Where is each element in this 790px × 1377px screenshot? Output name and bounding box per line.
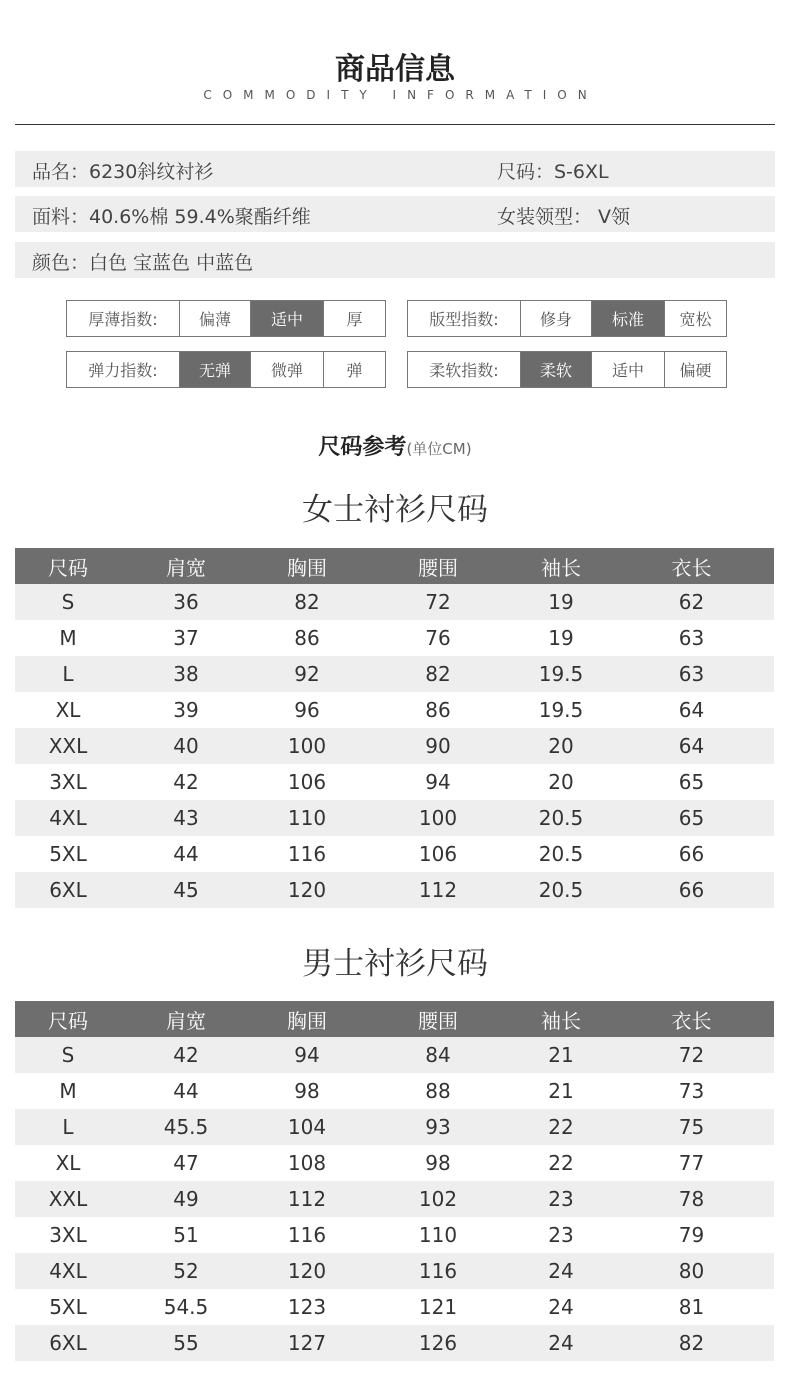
table-cell: 75 [678,1115,705,1139]
table-cell: 64 [678,698,705,722]
table-cell: 45 [173,878,199,902]
table-cell: 84 [425,1043,451,1067]
table-cell: 20 [548,734,574,758]
table-cell: 123 [287,1295,327,1319]
table-cell: 92 [294,662,320,686]
table-cell: 108 [287,1151,327,1175]
table-cell: 86 [294,626,320,650]
table-cell: M [59,626,77,650]
index-softness [407,351,727,388]
table-cell: 40 [173,734,199,758]
info-row-fabric [15,196,775,232]
table-cell: 19 [548,590,574,614]
table-cell: 112 [418,878,458,902]
index-label: 弹力指数: [88,361,158,380]
table-cell: 47 [173,1151,199,1175]
table-cell: 72 [678,1043,705,1067]
men-size-table [15,1001,774,1361]
table-cell: 3XL [49,1223,87,1247]
table-cell: 78 [678,1187,705,1211]
table-cell: 4XL [49,806,87,830]
table-cell: 66 [678,878,705,902]
index-label: 柔软指数: [429,361,499,380]
table-cell: 73 [678,1079,705,1103]
table-cell: 98 [294,1079,320,1103]
table-row [15,584,774,620]
table-row [15,764,774,800]
table-cell: 82 [425,662,451,686]
table-header-cell: 肩宽 [166,1008,206,1033]
table-row [15,1145,774,1181]
table-cell: 82 [678,1331,705,1355]
table-header-cell: 尺码 [48,1008,88,1033]
table-cell: 3XL [49,770,87,794]
table-row [15,692,774,728]
index-option: 偏薄 [179,301,250,336]
index-label: 厚薄指数: [88,310,158,329]
table-cell: 104 [287,1115,327,1139]
table-cell: 90 [425,734,451,758]
info-row-name [15,151,775,187]
table-cell: S [61,1043,75,1067]
table-row [15,1037,774,1073]
table-cell: 66 [678,842,705,866]
table-cell: 80 [678,1259,705,1283]
table-cell: XXL [48,1187,88,1211]
index-option: 适中 [591,352,664,387]
table-cell: 65 [678,770,705,794]
table-cell: XXL [48,734,88,758]
info-row-color [15,242,775,278]
table-cell: 63 [678,626,705,650]
table-header-cell: 腰围 [418,555,458,580]
table-cell: 24 [548,1259,574,1283]
table-row [15,1253,774,1289]
table-cell: 23 [548,1223,574,1247]
table-row [15,656,774,692]
table-cell: 98 [425,1151,451,1175]
size-reference-title: 尺码参考 [318,435,407,460]
index-option: 宽松 [664,301,726,336]
table-cell: 65 [678,806,705,830]
table-cell: L [62,1115,74,1139]
table-cell: 42 [173,770,199,794]
size-reference-unit: (单位CM) [406,440,472,458]
table-cell: 62 [678,590,705,614]
table-cell: 20.5 [538,878,584,902]
table-cell: 51 [173,1223,199,1247]
table-cell: 21 [548,1043,574,1067]
table-cell: 44 [173,1079,199,1103]
table-cell: 81 [678,1295,705,1319]
index-option: 厚 [323,301,385,336]
index-option: 适中 [250,301,323,336]
index-option: 弹 [323,352,385,387]
table-cell: 86 [425,698,451,722]
table-cell: 106 [418,842,458,866]
table-cell: 38 [173,662,199,686]
table-cell: 21 [548,1079,574,1103]
table-cell: S [61,590,75,614]
table-cell: 43 [173,806,199,830]
table-cell: 116 [287,842,327,866]
table-cell: 20 [548,770,574,794]
men-table-title: 男士衬衫尺码 [302,946,488,982]
table-cell: 63 [678,662,705,686]
table-row [15,1217,774,1253]
table-cell: 45.5 [163,1115,209,1139]
table-header-cell: 肩宽 [166,555,206,580]
table-cell: 96 [294,698,320,722]
index-fit [407,300,727,337]
table-row [15,620,774,656]
table-cell: 110 [287,806,327,830]
table-cell: 120 [287,878,327,902]
table-row [15,1109,774,1145]
table-cell: 22 [548,1115,574,1139]
table-header-cell: 衣长 [671,555,712,580]
index-option: 修身 [520,301,591,336]
table-cell: 93 [425,1115,451,1139]
divider [15,124,775,125]
index-stretch [66,351,386,388]
table-cell: 19.5 [538,662,584,686]
table-header-cell: 衣长 [671,1008,712,1033]
table-cell: 72 [425,590,451,614]
table-cell: M [59,1079,77,1103]
table-cell: XL [55,698,81,722]
table-cell: 94 [425,770,451,794]
table-header-cell: 袖长 [541,555,581,580]
table-header-cell: 胸围 [287,1008,327,1033]
table-cell: 55 [173,1331,199,1355]
table-cell: 23 [548,1187,574,1211]
table-cell: XL [55,1151,81,1175]
table-cell: 94 [294,1043,320,1067]
table-cell: 6XL [49,878,87,902]
table-cell: 5XL [49,842,87,866]
table-cell: 19.5 [538,698,584,722]
table-cell: 24 [548,1331,574,1355]
table-cell: 36 [173,590,199,614]
table-row [15,800,774,836]
table-cell: 88 [425,1079,451,1103]
table-row [15,1289,774,1325]
table-cell: 20.5 [538,842,584,866]
table-cell: 5XL [49,1295,87,1319]
table-cell: 102 [418,1187,458,1211]
product-color: 颜色：白色 宝蓝色 中蓝色 [32,252,254,274]
table-cell: 37 [173,626,199,650]
product-name: 品名：6230斜纹衬衫 [32,161,214,183]
table-header-cell: 腰围 [418,1008,458,1033]
index-thickness [66,300,386,337]
table-cell: 82 [294,590,320,614]
index-option: 微弹 [250,352,323,387]
table-row [15,836,774,872]
table-header-row [15,1001,774,1037]
women-table-title: 女士衬衫尺码 [302,492,488,528]
table-cell: 42 [173,1043,199,1067]
table-cell: 121 [418,1295,458,1319]
table-cell: 52 [173,1259,199,1283]
table-cell: 49 [173,1187,199,1211]
table-cell: 126 [418,1331,458,1355]
table-row [15,1073,774,1109]
table-cell: 106 [287,770,327,794]
table-cell: 20.5 [538,806,584,830]
table-cell: 76 [425,626,451,650]
table-cell: 120 [287,1259,327,1283]
size-reference-heading [0,430,790,461]
table-header-row [15,548,774,584]
table-cell: 116 [287,1223,327,1247]
product-size-range: 尺码：S-6XL [497,161,609,183]
table-cell: 64 [678,734,705,758]
table-cell: 4XL [49,1259,87,1283]
table-cell: 116 [418,1259,458,1283]
table-header-cell: 胸围 [287,555,327,580]
table-cell: 127 [287,1331,327,1355]
index-option: 柔软 [520,352,591,387]
index-option: 偏硬 [664,352,726,387]
table-cell: 112 [287,1187,327,1211]
table-row [15,728,774,764]
table-row [15,1181,774,1217]
table-header-cell: 尺码 [48,555,88,580]
table-cell: 22 [548,1151,574,1175]
table-cell: 19 [548,626,574,650]
table-cell: 100 [287,734,327,758]
table-cell: 110 [418,1223,458,1247]
table-cell: 44 [173,842,199,866]
table-row [15,872,774,908]
product-fabric: 面料：40.6%棉 59.4%聚酯纤维 [32,206,311,228]
women-size-table [15,548,774,908]
table-cell: 24 [548,1295,574,1319]
index-option: 无弹 [179,352,250,387]
table-header-cell: 袖长 [541,1008,581,1033]
index-option: 标准 [591,301,664,336]
table-row [15,1325,774,1361]
table-cell: 54.5 [163,1295,209,1319]
table-cell: 79 [678,1223,705,1247]
product-collar: 女装领型： V领 [497,206,631,228]
table-cell: 100 [418,806,458,830]
table-cell: 77 [678,1151,705,1175]
index-label: 版型指数: [429,310,499,329]
table-cell: 6XL [49,1331,87,1355]
page-title: 商品信息 [335,52,455,87]
page-subtitle: COMMODITY INFORMATION [203,88,598,102]
table-cell: 39 [173,698,199,722]
table-cell: L [62,662,74,686]
